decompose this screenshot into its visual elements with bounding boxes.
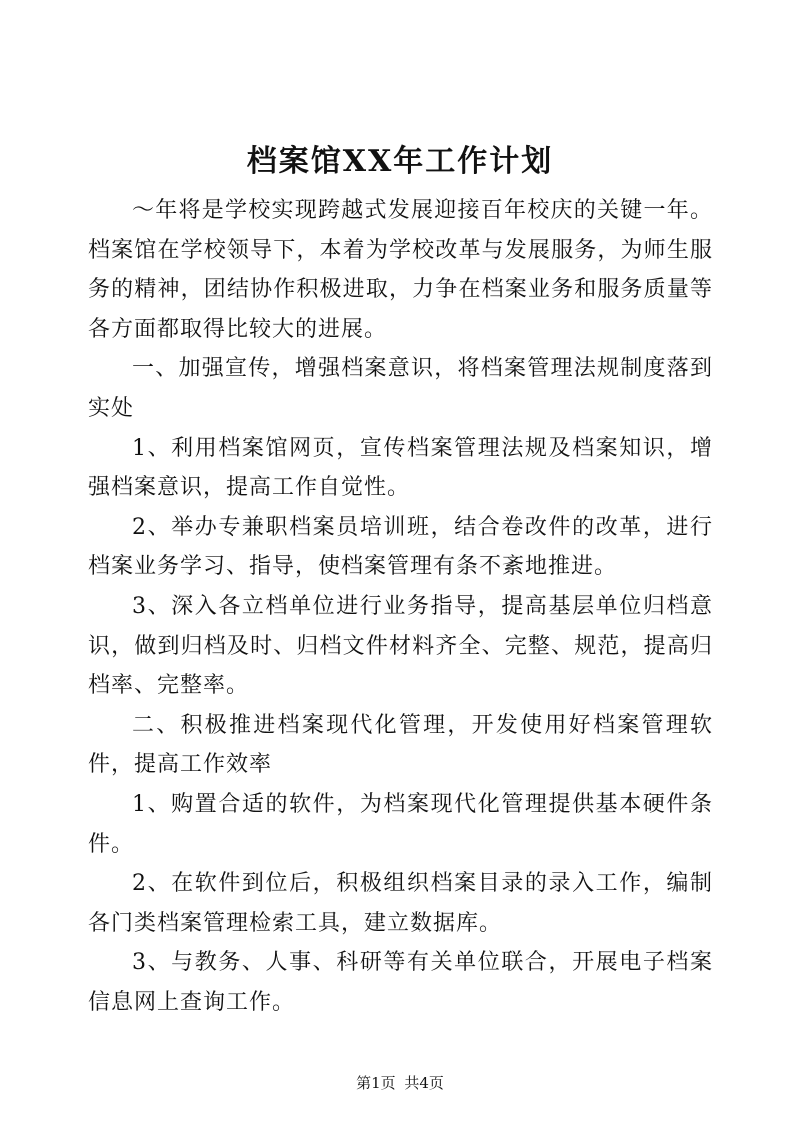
document-title: 档案馆XX年工作计划 [246, 144, 554, 179]
section-heading-1: 一、加强宣传，增强档案意识，将档案管理法规制度落到实处 [88, 356, 713, 421]
paragraph-2-1: 1、购置合适的软件，为档案现代化管理提供基本硬件条件。 [88, 791, 713, 857]
page-number: 第1页 [356, 1074, 396, 1092]
section-heading-2: 二、积极推进档案现代化管理，开发使用好档案管理软件，提高工作效率 [88, 712, 713, 778]
paragraph-1-1: 1、利用档案馆网页，宣传档案管理法规及档案知识，增强档案意识，提高工作自觉性。 [88, 435, 713, 501]
paragraph-1-3: 3、深入各立档单位进行业务指导，提高基层单位归档意识，做到归档及时、归档文件材料齐全、完整、规范，提高归档率、完整率。 [88, 593, 713, 699]
paragraph-1-2: 2、举办专兼职档案员培训班，结合卷改件的改革，进行档案业务学习、指导，使档案管理有条不紊地推进。 [88, 514, 713, 580]
paragraph-2-3: 3、与教务、人事、科研等有关单位联合，开展电子档案信息网上查询工作。 [88, 950, 713, 1015]
document-body [88, 191, 713, 1022]
page-footer [0, 1073, 800, 1093]
paragraph-2-2: 2、在软件到位后，积极组织档案目录的录入工作，编制各门类档案管理检索工具，建立数据库。 [88, 871, 713, 936]
page-total: 共4页 [404, 1074, 444, 1092]
paragraph-intro: ～年将是学校实现跨越式发展迎接百年校庆的关键一年。档案馆在学校领导下，本着为学校改革与发展服务，为师生服务的精神，团结协作积极进取，力争在档案业务和服务质量等各方面都取得比较大的进展。 [88, 198, 713, 342]
